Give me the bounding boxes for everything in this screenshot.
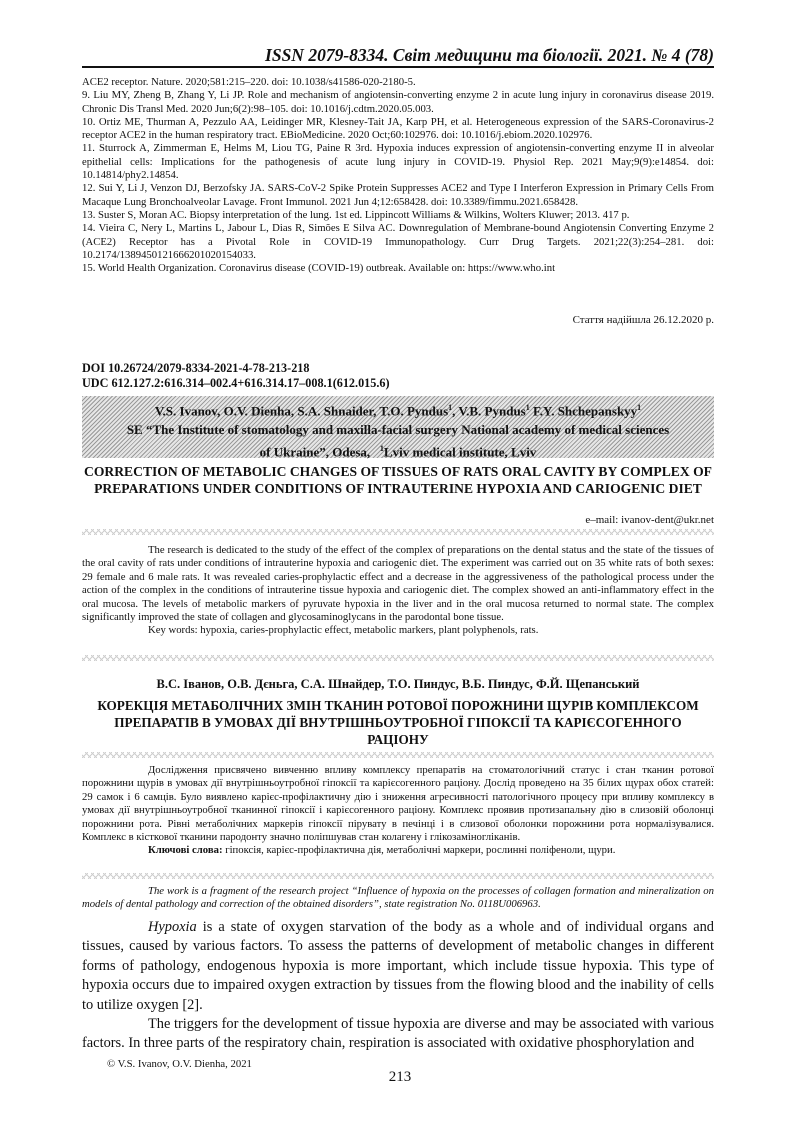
authors-en: V.S. Ivanov, O.V. Dienha, S.A. Shnaider, T.O. Pyndus$^1$, V.B. Pyndus$^1$ F.Y. Shchepanskyy$^1$ — [154, 403, 642, 419]
keywords-en: Key words: hypoxia, caries-prophylactic effect, metabolic markers, plant polyphenols, rats. — [148, 624, 539, 637]
received-date: Стаття надійшла 26.12.2020 р. — [572, 314, 714, 326]
reference-item: 12. Sui Y, Li J, Venzon DJ, Berzofsky JA. SARS-CoV-2 Spike Protein Suppresses ACE2 and Type I Interferon Expression in Primary Cells From Macaque Lung Bronchoalveolar Lavage. Front Immunol. 2021 Jun 4;12:658428. doi: 10.3389/fimmu.2021.658428. — [82, 182, 714, 208]
references-list — [82, 76, 714, 275]
reference-item: 14. Vieira C, Nery L, Martins L, Jabour L, Dias R, Simões E Silva AC. Downregulation of Membrane-bound Angiotensin Converting Enzyme 2 (ACE2) Receptor has a Pivotal Role in COVID-19 Immunopathology. Curr Drug Targets. 2021;22(3):254–281. doi: 10.2174/1389450121666201020154033. — [82, 222, 714, 261]
reference-item: 11. Sturrock A, Zimmerman E, Helms M, Liou TG, Paine R 3rd. Hypoxia induces expression of angiotensin-converting enzyme II in alveolar epithelial cells: Implications for the pathogenesis of acute lung injury in COVID-19. Physiol Rep. 2021 May;9(9):e14854. doi: 10.14814/phy2.14854. — [82, 142, 714, 182]
divider-wavy — [82, 873, 714, 879]
reference-item: 10. Ortiz ME, Thurman A, Pezzulo AA, Leidinger MR, Klesney-Tait JA, Karp PH, et al. Heterogeneous expression of the SARS-Coronavirus-2 receptor ACE2 in the human respiratory tract. EBioMedicine. 2020 Oct;60:102976. doi: 10.1016/j.ebiom.2020.102976. — [82, 115, 714, 142]
journal-header — [82, 44, 714, 68]
reference-item: 15. World Health Organization. Coronavirus disease (COVID-19) outbreak. Available on: https://www.who.int — [82, 262, 556, 275]
abstract-en — [82, 544, 714, 638]
authors-affiliation-band — [82, 396, 714, 458]
udc-label: UDC 612.127.2:616.314–002.4+616.314.17–008.1(612.015.6) — [82, 376, 390, 390]
affiliation-en: SE “The Institute of stomatology and maxilla-facial surgery National academy of medical sciences — [126, 422, 670, 438]
affiliation-en-2: of Ukraine”, Odesa, $^1$Lviv medical institute, Lviv — [259, 444, 537, 460]
divider-wavy — [82, 752, 714, 758]
doi-block — [82, 361, 390, 391]
body-paragraph: Hypoxia is a state of oxygen starvation of the body as a whole and of individual organs and tissues, caused by various factors. To assess the patterns of development of metabolic changes in different forms of pathology, endogenous hypoxia is more important, which include tissue hypoxia. This type of hypoxia occurs due to impaired oxygen extraction by tissues from the flowing blood and the inability of cells to utilize oxygen [2]. — [82, 919, 714, 1013]
project-note: The work is a fragment of the research project “Influence of hypoxia on the processes of collagen formation and mineralization on models of dental pathology and correction of the obtained disorders”, state registration No. 0118U006963. — [82, 885, 714, 911]
article-title-en: CORRECTION OF METABOLIC CHANGES OF TISSUES OF RATS ORAL CAVITY BY COMPLEX OF PREPARATIONS UNDER CONDITIONS OF INTRAUTERINE HYPOXIA AND CARIOGENIC DIET — [84, 464, 712, 496]
reference-item: 9. Liu MY, Zheng B, Zhang Y, Li JP. Role and mechanism of angiotensin-converting enzyme 2 in acute lung injury in coronavirus disease 2019. Chronic Dis Transl Med. 2020 Jun;6(2):98–105. doi: 10.1016/j.cdtm.2020.05.003. — [82, 89, 714, 115]
authors-ua: В.С. Іванов, О.В. Дєньга, С.А. Шнайдер, Т.О. Пиндус, В.Б. Пиндус, Ф.Й. Щепанський — [156, 677, 640, 691]
keywords-ua: Ключові слова: гіпоксія, карієс-профілактична дія, метаболічні маркери, рослинні поліфеноли, щури. — [148, 844, 616, 857]
abstract-ua — [82, 764, 714, 858]
contact-email: e–mail: ivanov-dent@ukr.net — [585, 514, 714, 526]
divider-wavy — [82, 529, 714, 535]
body-paragraph: The triggers for the development of tissue hypoxia are diverse and may be associated with various factors. In three parts of the respiratory chain, respiration is associated with oxidative phosphorylation and — [82, 1016, 714, 1052]
abstract-en-text: The research is dedicated to the study of the effect of the complex of preparations on the dental status and the state of the tissues of the oral cavity of rats under conditions of intrauterine hypoxia and cariogenic diet. The experiment was carried out on 35 white rats of both sexes: 29 female and 6 male rats. It was revealed caries-prophylactic effect and a decrease in the aggressiveness of the pathological process under the action of the complex in the conditions of intrauterine tissue hypoxia and cariogenic diet. The complex showed an anti-inflammatory effect in the oral mucosa. The levels of metabolic markers of pyruvate hypoxia in the liver and in the oral mucosa returned to normal state. The complex significantly improved the state of collagen and glycosaminoglycans in the parodontal bone tissue. — [82, 544, 714, 624]
reference-item: 13. Suster S, Moran AC. Biopsy interpretation of the lung. 1st ed. Lippincott Williams & Wilkins, Wolters Kluwer; 2013. 417 p. — [82, 208, 630, 221]
article-title-ua: КОРЕКЦІЯ МЕТАБОЛІЧНИХ ЗМІН ТКАНИН РОТОВОЇ ПОРОЖНИНИ ЩУРІВ КОМПЛЕКСОМ ПРЕПАРАТІВ В УМОВАХ ДІЇ ВНУТРІШНЬОУТРОБНОЇ ГІПОКСІЇ ТА КАРІЄСОГЕННОГО РАЦІОНУ — [97, 698, 699, 747]
article-body — [82, 918, 714, 1054]
abstract-ua-text: Дослідження присвячено вивченню впливу комплексу препаратів на стоматологічний статус і стан тканин ротової порожнини щурів в умовах дії внутрішньоутробної гіпоксії та карієсогенного раціону. Дослід проведено на 35 білих щурах обох статей: 29 самок і 6 самців. Було виявлено карієс-профілактичну дію і зниження агресивності патологічного процесу при впливу комплексу в умовах дії внутрішньоутробної тканинної гіпоксії і карієсогенного раціону. Комплекс проявив протизапальну дію в слизовій оболонці порожнини рота. Рівні метаболічних маркерів гіпоксії пірувату в печінці і в слизової оболонки порожнини рота нормалізувалися. Комплекс в кісткової тканини пародонту значно поліпшував стан колагену і глікозаміногліканів. — [82, 764, 714, 844]
reference-item: ACE2 receptor. Nature. 2020;581:215–220. doi: 10.1038/s41586-020-2180-5. — [82, 76, 416, 88]
journal-title: ISSN 2079-8334. Світ медицини та біології. 2021. № 4 (78) — [265, 45, 714, 65]
copyright: © V.S. Ivanov, O.V. Dienha, 2021 — [107, 1058, 252, 1070]
doi-label: DOI 10.26724/2079-8334-2021-4-78-213-218 — [82, 361, 310, 375]
page-number: 213 — [388, 1069, 412, 1085]
divider-wavy — [82, 655, 714, 661]
